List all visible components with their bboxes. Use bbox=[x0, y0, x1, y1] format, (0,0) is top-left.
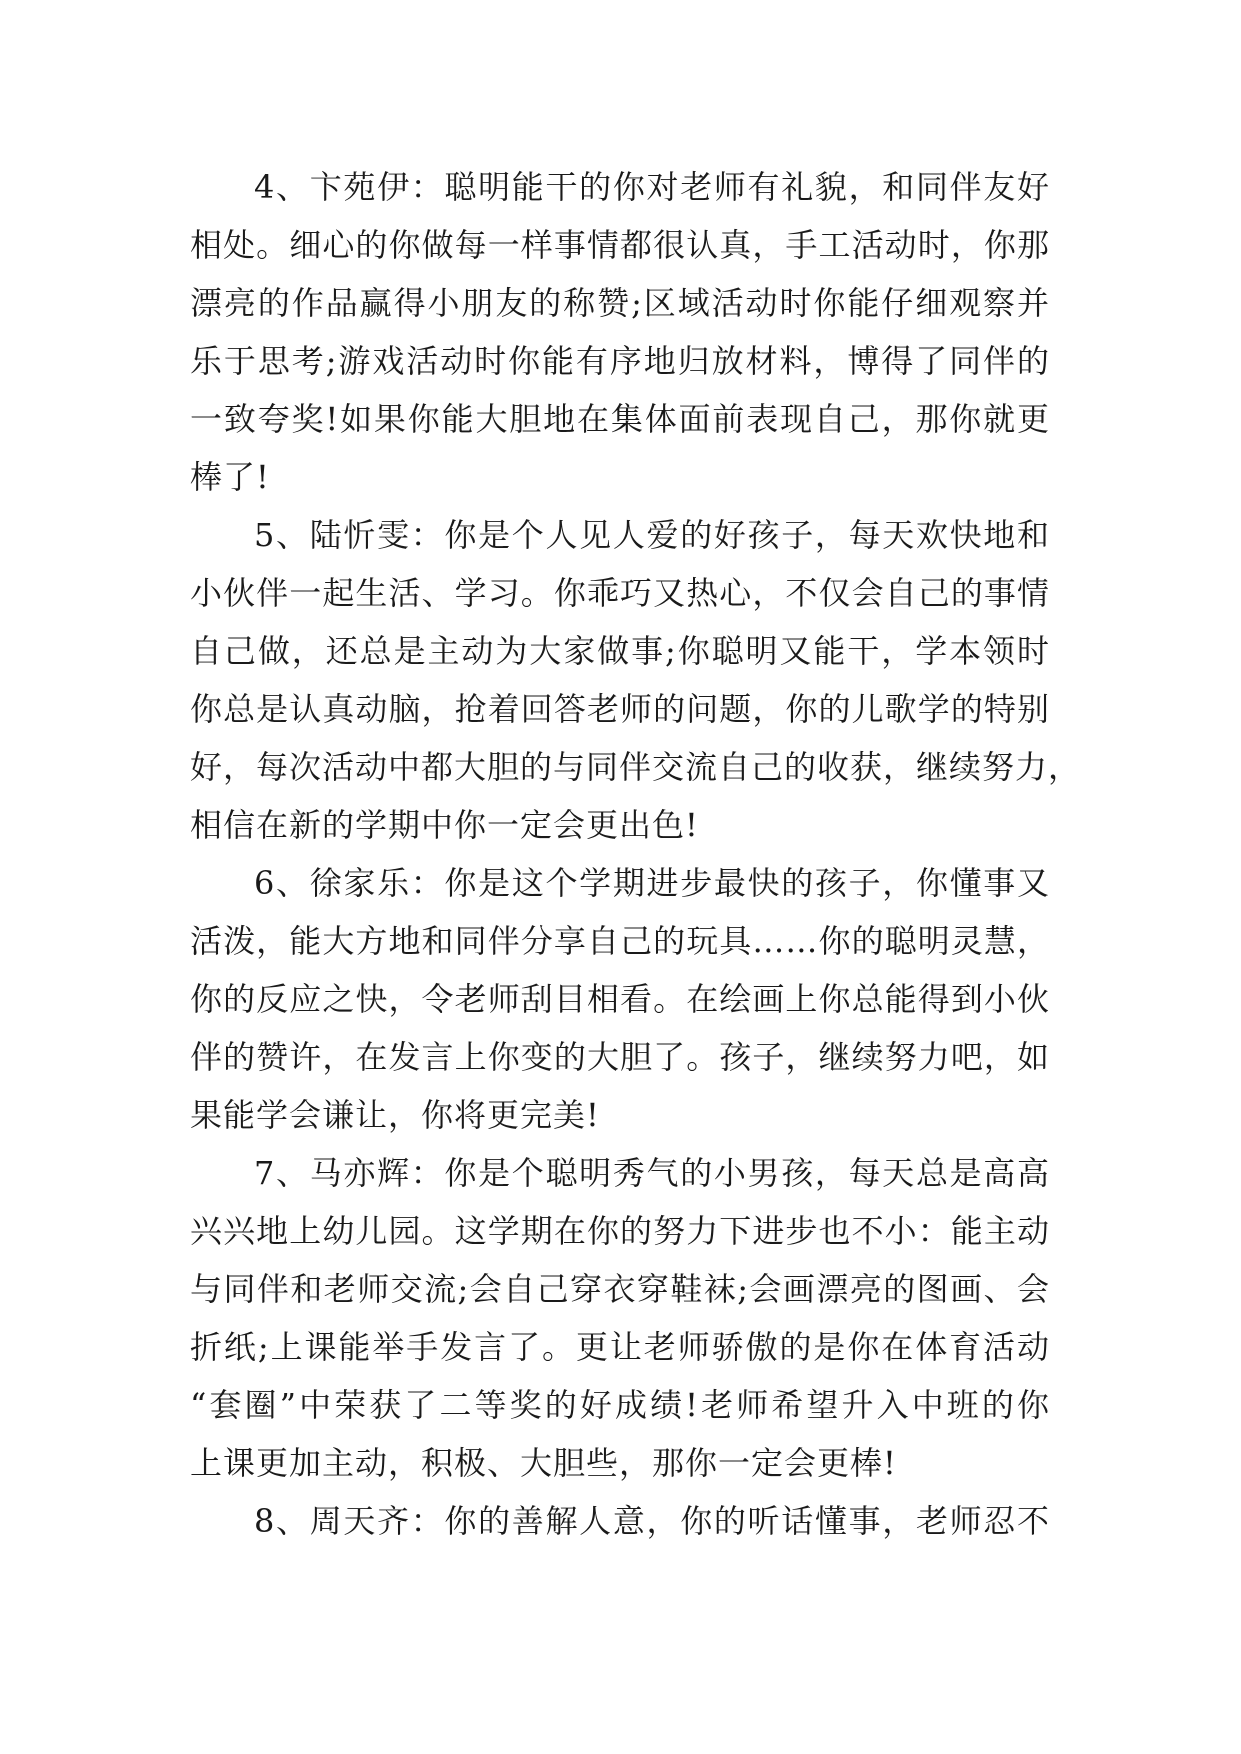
paragraph-8-line-1: 8、周天齐：你的善解人意，你的听话懂事，老师忍不 bbox=[254, 1502, 1050, 1540]
paragraph-7-line-4: 折纸;上课能举手发言了。更让老师骄傲的是你在体育活动 bbox=[190, 1328, 1050, 1366]
paragraph-6-line-4: 伴的赞许，在发言上你变的大胆了。孩子，继续努力吧，如 bbox=[190, 1038, 1050, 1076]
paragraph-5-line-4: 你总是认真动脑，抢着回答老师的问题，你的儿歌学的特别 bbox=[190, 690, 1050, 728]
paragraph-4-line-5: 一致夸奖!如果你能大胆地在集体面前表现自己，那你就更 bbox=[190, 400, 1050, 438]
paragraph-7-line-6: 上课更加主动，积极、大胆些，那你一定会更棒! bbox=[190, 1444, 897, 1482]
paragraph-5-line-3: 自己做，还总是主动为大家做事;你聪明又能干，学本领时 bbox=[190, 632, 1050, 670]
paragraph-6-line-1: 6、徐家乐：你是这个学期进步最快的孩子，你懂事又 bbox=[254, 864, 1050, 902]
document-body bbox=[190, 158, 1082, 1550]
paragraph-7-line-2: 兴兴地上幼儿园。这学期在你的努力下进步也不小：能主动 bbox=[190, 1212, 1050, 1250]
paragraph-4-line-6: 棒了! bbox=[190, 458, 270, 496]
paragraph-6-line-2: 活泼，能大方地和同伴分享自己的玩具……你的聪明灵慧， bbox=[190, 922, 1050, 960]
paragraph-7-line-1: 7、马亦辉：你是个聪明秀气的小男孩，每天总是高高 bbox=[254, 1154, 1050, 1192]
paragraph-6-line-3: 你的反应之快，令老师刮目相看。在绘画上你总能得到小伙 bbox=[190, 980, 1050, 1018]
paragraph-4-line-4: 乐于思考;游戏活动时你能有序地归放材料，博得了同伴的 bbox=[190, 342, 1050, 380]
paragraph-5-line-2: 小伙伴一起生活、学习。你乖巧又热心，不仅会自己的事情 bbox=[190, 574, 1050, 612]
paragraph-4-line-2: 相处。细心的你做每一样事情都很认真，手工活动时，你那 bbox=[190, 226, 1050, 264]
paragraph-5-line-5: 好，每次活动中都大胆的与同伴交流自己的收获，继续努力， bbox=[190, 748, 1082, 786]
paragraph-7-line-3: 与同伴和老师交流;会自己穿衣穿鞋袜;会画漂亮的图画、会 bbox=[190, 1270, 1050, 1308]
paragraph-7-line-5: “套圈”中荣获了二等奖的好成绩!老师希望升入中班的你 bbox=[190, 1386, 1050, 1424]
paragraph-6-line-5: 果能学会谦让，你将更完美! bbox=[190, 1096, 600, 1134]
paragraph-4-line-3: 漂亮的作品赢得小朋友的称赞;区域活动时你能仔细观察并 bbox=[190, 284, 1050, 322]
paragraph-5-line-1: 5、陆忻雯：你是个人见人爱的好孩子，每天欢快地和 bbox=[254, 516, 1050, 554]
paragraph-4-line-1: 4、卞苑伊：聪明能干的你对老师有礼貌，和同伴友好 bbox=[254, 168, 1050, 206]
paragraph-5-line-6: 相信在新的学期中你一定会更出色! bbox=[190, 806, 699, 844]
